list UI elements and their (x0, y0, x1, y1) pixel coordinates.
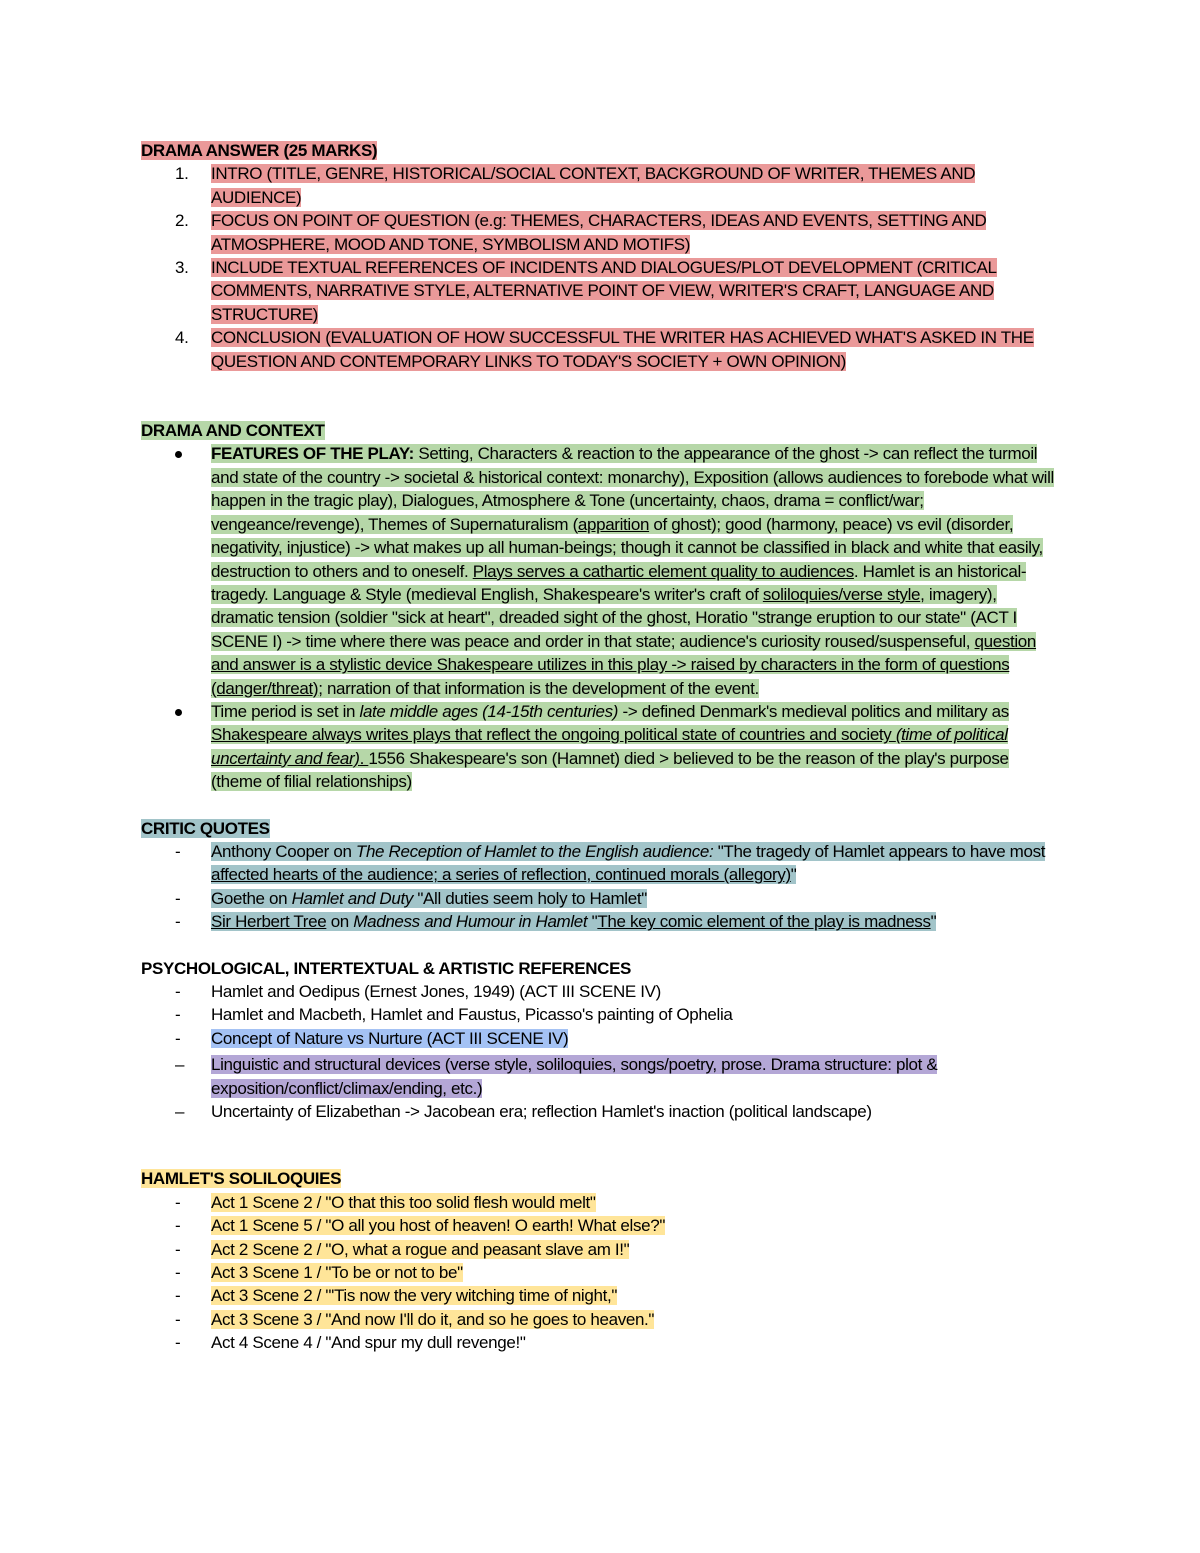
list-item: - Act 2 Scene 2 / "O, what a rogue and peasant slave am I!" (175, 1239, 630, 1259)
drama-answer-list (141, 162, 1061, 373)
references-list (141, 980, 1061, 1123)
critic-quotes-list (141, 840, 1061, 934)
list-item: - Anthony Cooper on The Reception of Hamlet to the English audience: "The tragedy of Hamlet appears to have most affected hearts of the audience; a series of reflection, continued morals (allegory)" (175, 841, 1046, 885)
list-item: – Linguistic and structural devices (verse style, soliloquies, songs/poetry, prose. Drama structure: plot & exposition/conflict/climax/ending, etc.) (175, 1055, 938, 1098)
spacer (141, 373, 1061, 419)
list-item: 4. CONCLUSION (EVALUATION OF HOW SUCCESSFUL THE WRITER HAS ACHIEVED WHAT'S ASKED IN THE QUESTION AND CONTEMPORARY LINKS TO TODAY'S SOCIETY + OWN OPINION) (175, 328, 1034, 371)
list-item: - Act 4 Scene 4 / "And spur my dull revenge!" (175, 1333, 526, 1353)
section-heading-soliloquies: HAMLET'S SOLILOQUIES (141, 1169, 342, 1189)
list-item: - Goethe on Hamlet and Duty "All duties seem holy to Hamlet" (175, 888, 647, 908)
list-item: - Sir Herbert Tree on Madness and Humour in Hamlet "The key comic element of the play is madness" (175, 912, 937, 932)
list-item: 3. INCLUDE TEXTUAL REFERENCES OF INCIDENTS AND DIALOGUES/PLOT DEVELOPMENT (CRITICAL COMMENTS, NARRATIVE STYLE, ALTERNATIVE POINT OF VIEW, WRITER'S CRAFT, LANGUAGE AND STRUCTURE) (175, 258, 997, 324)
list-item: Time period is set in late middle ages (14-15th centuries) -> defined Denmark's medieval politics and military as Shakespeare always writes plays that reflect the ongoing political state of countries and society (time of political uncertainty and fear). 1556 Shakespeare's son (Hamnet) died > believed to be the reason of the play's purpose (theme of filial relationships) (141, 700, 1061, 794)
bullet-icon (175, 709, 182, 716)
list-item: 2. FOCUS ON POINT OF QUESTION (e.g: THEMES, CHARACTERS, IDEAS AND EVENTS, SETTING AND ATMOSPHERE, MOOD AND TONE, SYMBOLISM AND MOTIFS) (175, 211, 987, 254)
list-item: 1. INTRO (TITLE, GENRE, HISTORICAL/SOCIAL CONTEXT, BACKGROUND OF WRITER, THEMES AND AUDIENCE) (175, 164, 976, 207)
list-item: - Act 3 Scene 1 / "To be or not to be" (175, 1263, 463, 1283)
list-item: – Uncertainty of Elizabethan -> Jacobean era; reflection Hamlet's inaction (political landscape) (175, 1102, 872, 1122)
list-item: - Act 1 Scene 2 / "O that this too solid flesh would melt" (175, 1192, 596, 1212)
list-item: - Concept of Nature vs Nurture (ACT III SCENE IV) (175, 1028, 569, 1048)
drama-context-list (141, 442, 1061, 793)
list-item: - Act 1 Scene 5 / "O all you host of heaven! O earth! What else?" (175, 1216, 666, 1236)
list-item: - Act 3 Scene 3 / "And now I'll do it, and so he goes to heaven." (175, 1309, 655, 1329)
bullet-icon (175, 451, 182, 458)
section-heading-critic-quotes: CRITIC QUOTES (141, 818, 270, 838)
list-item: - Act 3 Scene 2 / "'Tis now the very witching time of night," (175, 1286, 618, 1306)
section-heading-drama-context: DRAMA AND CONTEXT (141, 421, 325, 441)
list-item: - Hamlet and Oedipus (Ernest Jones, 1949) (ACT III SCENE IV) (175, 982, 661, 1001)
spacer (141, 934, 1061, 957)
list-item: FEATURES OF THE PLAY: Setting, Characters & reaction to the appearance of the ghost -> can reflect the turmoil and state of the country -> societal & historical context: monarchy), Exposition (allows audiences to forebode what will happen in the tragic play), Dialogues, Atmosphere & Tone (uncertainty, chaos, drama = conflict/war; vengeance/revenge), Themes of Supernaturalism (apparition of ghost); good (harmony, peace) vs evil (disorder, negativity, injustice) -> what makes up all human-beings; though it cannot be classified in black and white that easily, destruction to others and to oneself. Plays serves a cathartic element quality to audiences. Hamlet is an historical-tragedy. Language & Style (medieval English, Shakespeare's writer's craft of soliloquies/verse style, imagery), dramatic tension (soldier "sick at heart", dreaded sight of the ghost, Horatio "strange eruption to our state" (ACT I SCENE I) -> time where there was peace and order in that state; audience's curiosity roused/suspenseful, question and answer is a stylistic device Shakespeare utilizes in this play -> raised by characters in the form of questions (danger/threat); narration of that information is the development of the event. (141, 442, 1061, 699)
spacer (141, 794, 1061, 817)
soliloquies-list (141, 1191, 1061, 1355)
section-heading-drama-answer: DRAMA ANSWER (25 MARKS) (141, 141, 378, 160)
section-heading-references: PSYCHOLOGICAL, INTERTEXTUAL & ARTISTIC REFERENCES (141, 958, 632, 978)
document-page (141, 139, 1061, 1355)
list-item: - Hamlet and Macbeth, Hamlet and Faustus, Picasso's painting of Ophelia (175, 1005, 733, 1025)
spacer (141, 1123, 1061, 1167)
